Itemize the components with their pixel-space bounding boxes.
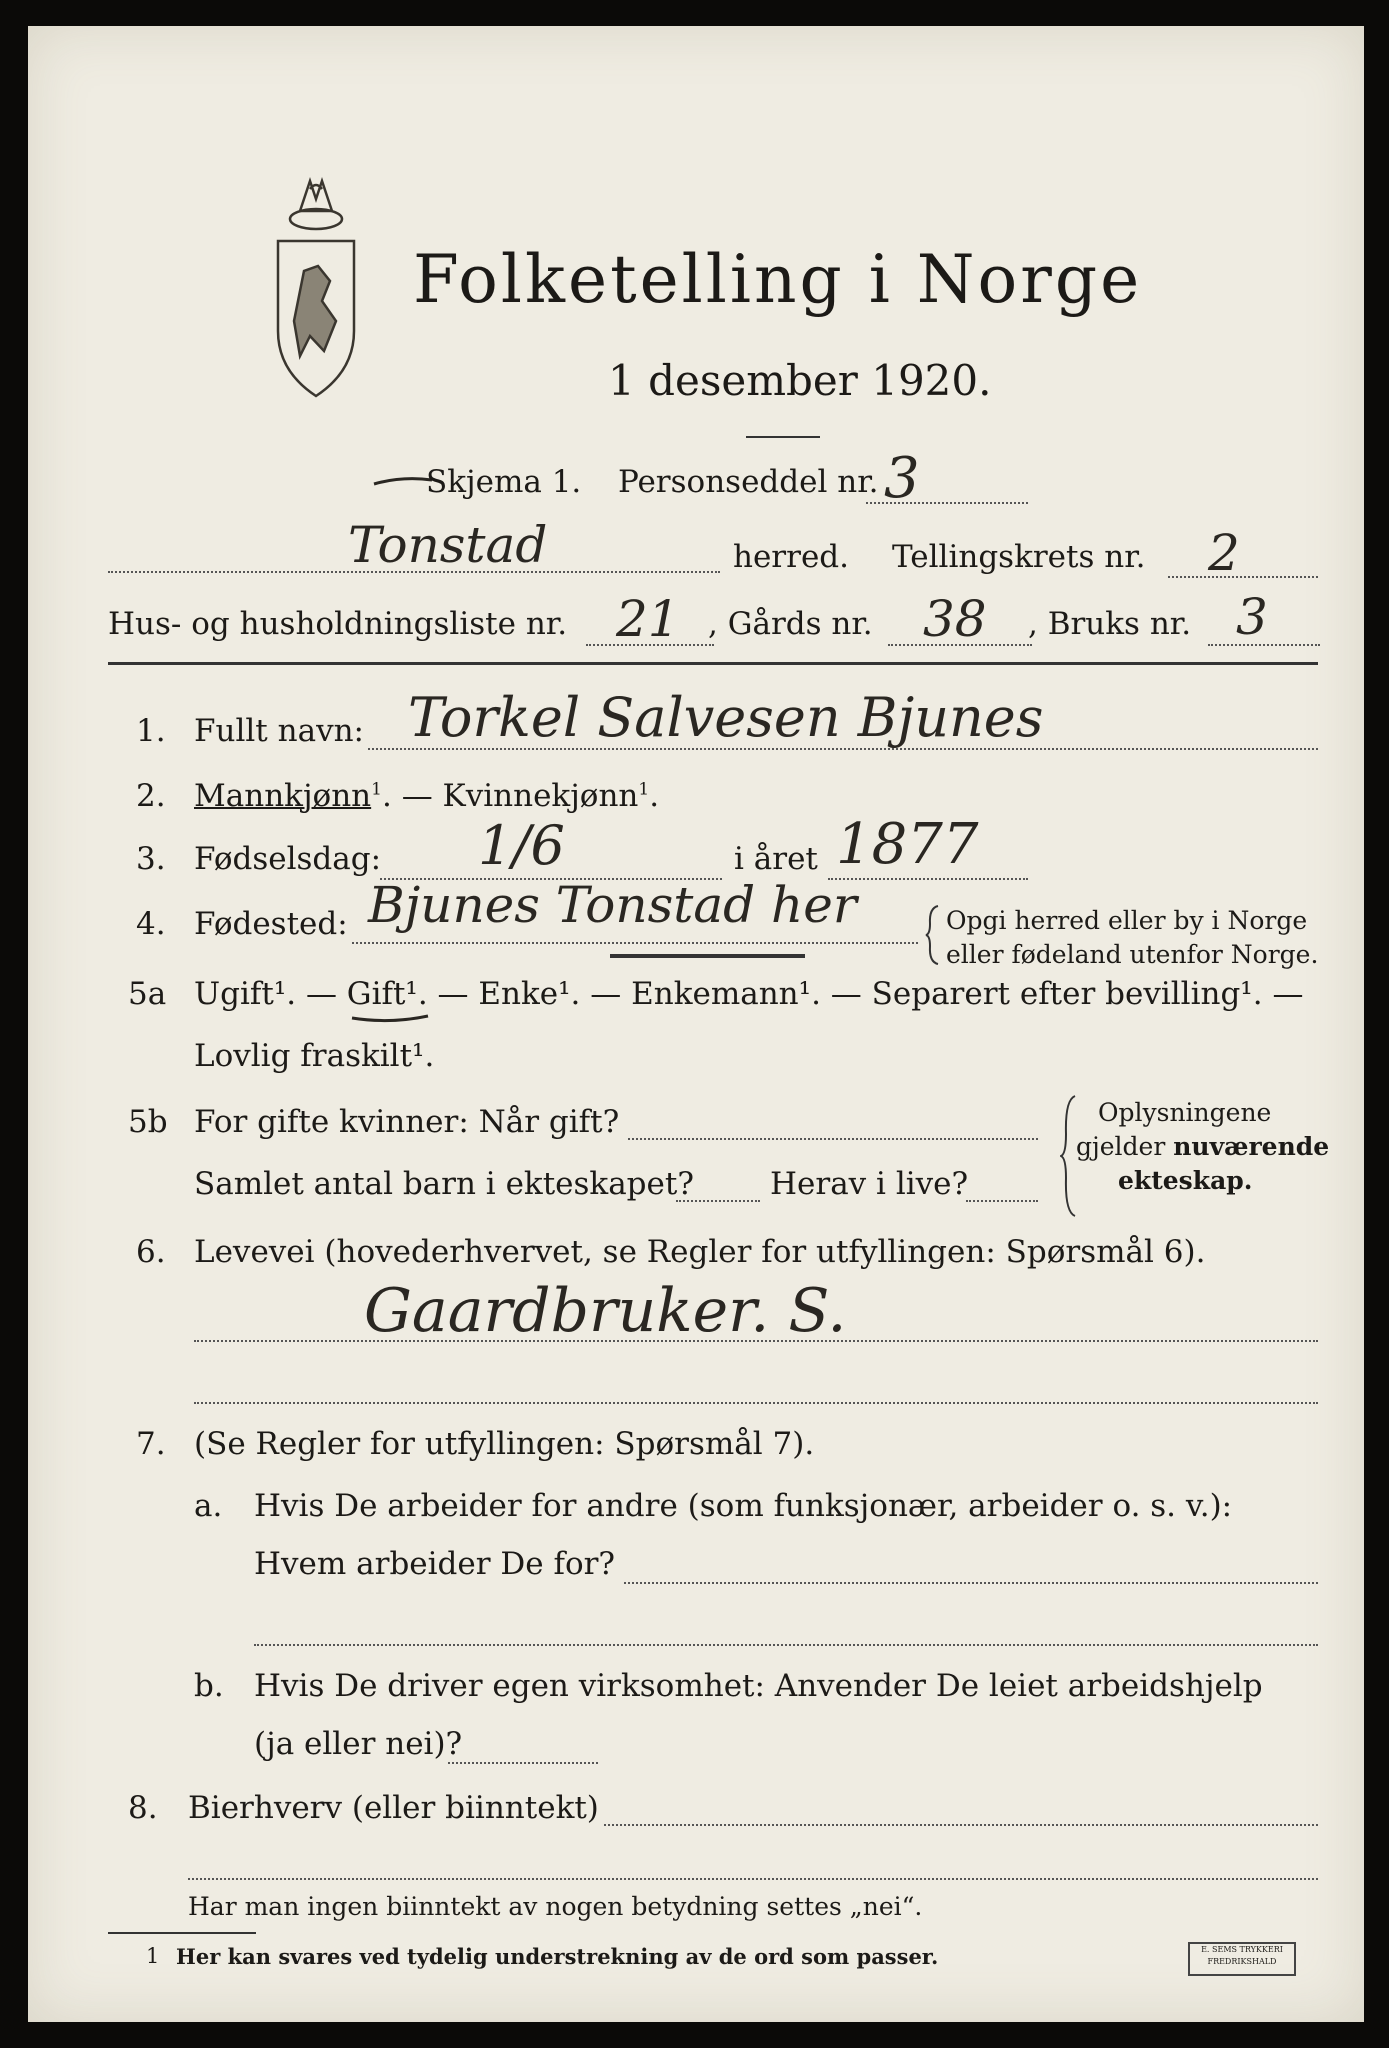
q2-footnote-mark: 1 bbox=[371, 779, 382, 800]
q2-footnote-mark-2: 1 bbox=[638, 779, 650, 800]
q2-number: 2. bbox=[136, 778, 166, 814]
q7b-answer-line bbox=[448, 1762, 598, 1764]
q3-year-label: i året bbox=[734, 841, 818, 877]
q2-female-option: Kvinnekjønn bbox=[442, 778, 639, 814]
q4-number: 4. bbox=[136, 906, 166, 942]
q7a-answer-line-2 bbox=[254, 1644, 1318, 1646]
q7b-letter: b. bbox=[194, 1668, 224, 1704]
q2-separator: . — bbox=[381, 778, 443, 814]
q8-label: Bierhverv (eller biinntekt) bbox=[188, 1790, 599, 1826]
q5b-children-line bbox=[676, 1200, 760, 1202]
q7b-line-2: (ja eller nei)? bbox=[254, 1726, 463, 1762]
q1-label: Fullt navn: bbox=[194, 713, 364, 749]
q5b-alive-line bbox=[966, 1200, 1038, 1202]
q6-label: Levevei (hovederhvervet, se Regler for utfyllingen: Spørsmål 6). bbox=[194, 1234, 1206, 1270]
q6-number: 6. bbox=[136, 1234, 166, 1270]
hus-value: 21 bbox=[616, 590, 680, 648]
q8-note: Har man ingen biinntekt av nogen betydning settes „nei“. bbox=[188, 1892, 923, 1921]
tellingskrets-value: 2 bbox=[1208, 524, 1240, 582]
q5a-number: 5a bbox=[128, 976, 167, 1012]
tellingskrets-line bbox=[1168, 576, 1318, 578]
q4-line bbox=[352, 942, 918, 944]
title-divider bbox=[746, 436, 820, 438]
q5a-marital-options: Ugift¹. — Gift¹. — Enke¹. — Enkemann¹. — Separert efter bevilling¹. — bbox=[194, 976, 1304, 1012]
q7a-line-2: Hvem arbeider De for? bbox=[254, 1546, 616, 1582]
census-form-sheet bbox=[28, 26, 1364, 2022]
q5b-note-line-2 bbox=[1076, 1132, 1329, 1161]
personseddel-label: Personseddel nr. bbox=[618, 464, 879, 500]
q8-answer-line bbox=[604, 1824, 1318, 1826]
hus-label: Hus- og husholdningsliste nr. bbox=[108, 606, 568, 642]
bruks-value: 3 bbox=[1236, 588, 1268, 646]
footnote-text: Her kan svares ved tydelig understrekning av de ord som passer. bbox=[176, 1944, 939, 1969]
municipality-value: Tonstad bbox=[348, 516, 548, 574]
q7a-answer-line bbox=[624, 1582, 1318, 1584]
q2-end: . bbox=[649, 778, 660, 814]
q4-note-line-1: Opgi herred eller by i Norge bbox=[946, 906, 1308, 935]
q3-birthday-value: 1/6 bbox=[478, 814, 565, 877]
q1-number: 1. bbox=[136, 713, 166, 749]
q1-full-name-value: Torkel Salvesen Bjunes bbox=[408, 686, 1044, 749]
q7a-line-1: Hvis De arbeider for andre (som funksjonær, arbeider o. s. v.): bbox=[254, 1488, 1233, 1524]
q3-year-value: 1877 bbox=[836, 812, 979, 877]
q5b-alive-label: Herav i live? bbox=[770, 1166, 969, 1202]
q6-line-1 bbox=[194, 1340, 1318, 1342]
q7b-line-1: Hvis De driver egen virksomhet: Anvender De leiet arbeidshjelp bbox=[254, 1668, 1263, 1704]
q5a-line-2: Lovlig fraskilt¹. bbox=[194, 1038, 435, 1074]
q4-note-line-2: eller fødeland utenfor Norge. bbox=[946, 940, 1319, 969]
q5b-note-line-1: Oplysningene bbox=[1098, 1098, 1272, 1127]
q4-hand-underline bbox=[610, 954, 805, 958]
q3-number: 3. bbox=[136, 841, 166, 877]
printer-stamp-line-1: E. SEMS TRYKKERI bbox=[1201, 1945, 1283, 1954]
footnote-divider bbox=[108, 1932, 256, 1934]
schema-label: Skjema 1. bbox=[426, 464, 582, 500]
q5b-married-when-line bbox=[628, 1138, 1038, 1140]
printer-stamp bbox=[1188, 1942, 1296, 1976]
coat-of-arms-icon bbox=[270, 171, 362, 403]
q5b-note-bold: nuværende bbox=[1173, 1132, 1330, 1161]
printer-stamp-line-2: FREDRIKSHALD bbox=[1207, 1957, 1277, 1966]
q8-number: 8. bbox=[128, 1790, 158, 1826]
q4-brace bbox=[925, 904, 941, 966]
q7a-letter: a. bbox=[194, 1488, 223, 1524]
herred-label: herred. bbox=[733, 539, 849, 575]
q4-birthplace-value: Bjunes Tonstad her bbox=[368, 876, 857, 934]
form-title: Folketelling i Norge bbox=[413, 241, 1143, 318]
q8-answer-line-2 bbox=[188, 1878, 1318, 1880]
header-divider bbox=[108, 662, 1318, 665]
gards-value: 38 bbox=[923, 590, 987, 648]
q6-line-2 bbox=[194, 1402, 1318, 1404]
q3-year-line bbox=[828, 878, 1028, 880]
q5b-note-line-3: ekteskap. bbox=[1118, 1166, 1253, 1195]
q5a-gift-underline bbox=[350, 1012, 430, 1024]
q2-sex-options bbox=[194, 778, 659, 814]
q3-label: Fødselsdag: bbox=[194, 841, 382, 877]
q4-label: Fødested: bbox=[194, 906, 348, 942]
footnote-mark: 1 bbox=[146, 1944, 160, 1968]
census-date: 1 desember 1920. bbox=[608, 356, 992, 405]
q5b-line-1: For gifte kvinner: Når gift? bbox=[194, 1104, 620, 1140]
q5b-number: 5b bbox=[128, 1104, 168, 1140]
bruks-label: , Bruks nr. bbox=[1028, 606, 1192, 642]
gards-label: , Gårds nr. bbox=[708, 606, 873, 642]
tellingskrets-label: Tellingskrets nr. bbox=[892, 539, 1146, 575]
q7-number: 7. bbox=[136, 1426, 166, 1462]
q5b-children-label: Samlet antal barn i ekteskapet? bbox=[194, 1166, 694, 1202]
personseddel-value: 3 bbox=[884, 446, 920, 511]
q6-occupation-value: Gaardbruker. S. bbox=[364, 1276, 847, 1346]
q7-label: (Se Regler for utfyllingen: Spørsmål 7). bbox=[194, 1426, 815, 1462]
q2-male-option: Mannkjønn bbox=[194, 778, 372, 814]
hand-dash-mark bbox=[372, 474, 434, 488]
q5b-note-text: gjelder bbox=[1076, 1132, 1174, 1161]
